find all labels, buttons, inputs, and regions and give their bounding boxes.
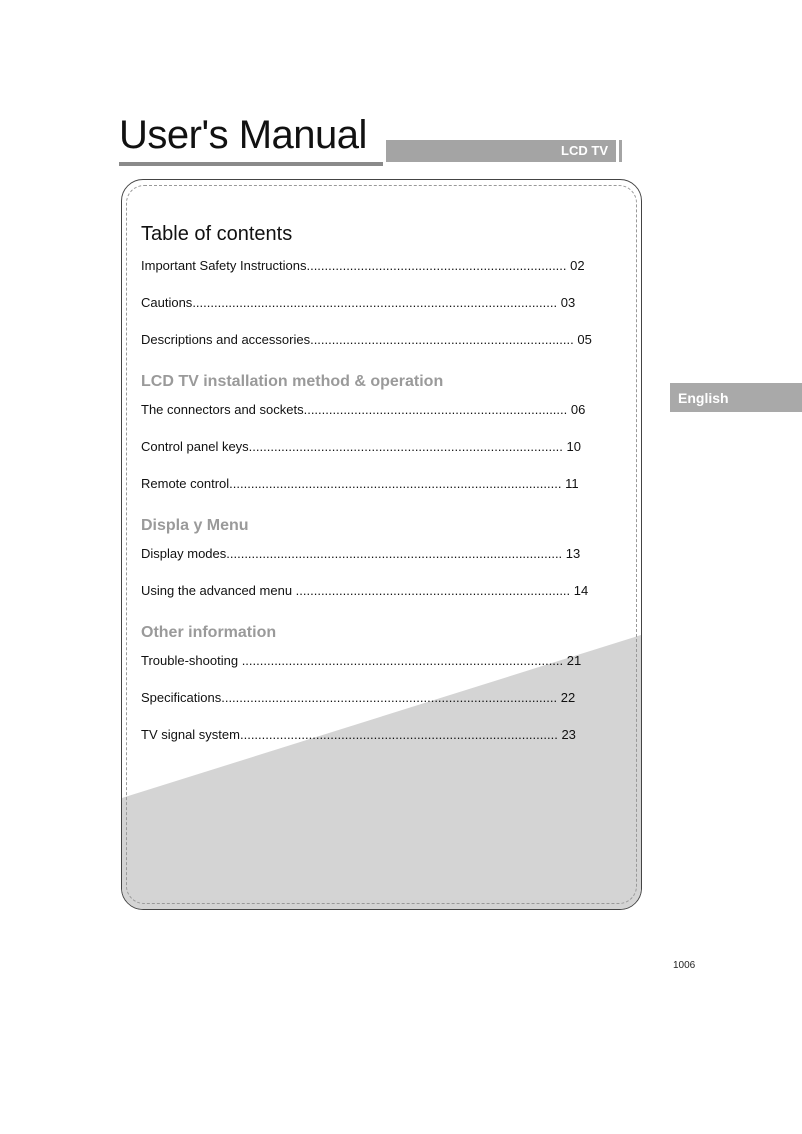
page-title: User's Manual bbox=[119, 113, 367, 157]
toc-entry-leader: ............................................................................................ bbox=[229, 476, 562, 491]
document-code: 1006 bbox=[673, 960, 696, 971]
toc-entry-label: Important Safety Instructions bbox=[141, 258, 307, 273]
section-heading-installation: LCD TV installation method & operation bbox=[141, 373, 444, 390]
toc-entry-leader: ......................................................................... bbox=[303, 402, 568, 417]
language-tab bbox=[670, 383, 802, 412]
toc-entry-leader: ......................................................................................... bbox=[238, 653, 564, 668]
toc-entry-display-modes bbox=[141, 546, 611, 562]
toc-entry-page: 06 bbox=[570, 402, 586, 417]
toc-entry-cautions bbox=[141, 295, 611, 311]
toc-installation-group bbox=[141, 402, 611, 492]
product-bar bbox=[386, 140, 619, 162]
toc-entry-advanced-menu bbox=[141, 583, 611, 599]
toc-entry-tv-signal bbox=[141, 727, 611, 743]
toc-other-group bbox=[141, 653, 611, 743]
toc-entry-leader: ............................................................................ bbox=[292, 583, 571, 598]
toc-entry-label: Trouble-shooting bbox=[141, 653, 239, 668]
toc-entry-label: The connectors and sockets bbox=[141, 402, 304, 417]
toc-entry-leader: ........................................................................ bbox=[306, 258, 567, 273]
toc-entry-label: Using the advanced menu bbox=[141, 583, 293, 598]
toc-entry-page: 22 bbox=[560, 690, 576, 705]
toc-entry-label: Display modes bbox=[141, 546, 227, 561]
toc-content bbox=[141, 222, 611, 743]
toc-display-group bbox=[141, 546, 611, 599]
toc-entry-leader: ..................................................................................................... bbox=[192, 295, 558, 310]
toc-entry-page: 10 bbox=[566, 439, 581, 454]
toc-panel bbox=[121, 179, 642, 910]
toc-entry-control-panel bbox=[141, 439, 611, 455]
toc-general-group bbox=[141, 258, 611, 348]
toc-entry-leader: ......................................................................... bbox=[310, 332, 574, 347]
toc-entry-label: Descriptions and accessories bbox=[141, 332, 311, 347]
toc-entry-leader: ............................................................................................. bbox=[221, 690, 558, 705]
toc-entry-page: 03 bbox=[560, 295, 576, 310]
toc-entry-remote bbox=[141, 476, 611, 492]
toc-entry-label: Control panel keys bbox=[141, 439, 249, 454]
toc-entry-page: 11 bbox=[565, 476, 579, 491]
toc-entry-label: Cautions bbox=[141, 295, 193, 310]
toc-entry-page: 05 bbox=[577, 332, 592, 347]
toc-entry-label: Specifications bbox=[141, 690, 222, 705]
section-heading-display-menu: Displa y Menu bbox=[141, 517, 249, 534]
toc-entry-leader: ....................................................................................... bbox=[248, 439, 563, 454]
toc-entry-trouble-shooting bbox=[141, 653, 611, 669]
toc-entry-safety bbox=[141, 258, 611, 274]
section-heading-other-info: Other information bbox=[141, 624, 277, 641]
toc-entry-page: 14 bbox=[573, 583, 589, 598]
toc-entry-leader: ........................................................................................ bbox=[239, 727, 558, 742]
title-block bbox=[119, 112, 383, 166]
toc-entry-page: 02 bbox=[570, 258, 585, 273]
toc-heading: Table of contents bbox=[141, 223, 293, 245]
language-label: English bbox=[678, 390, 729, 406]
toc-entry-descriptions bbox=[141, 332, 611, 348]
toc-entry-label: TV signal system bbox=[141, 727, 240, 742]
toc-entry-page: 23 bbox=[561, 727, 576, 742]
toc-entry-connectors bbox=[141, 402, 611, 418]
product-label: LCD TV bbox=[561, 143, 608, 158]
toc-entry-specifications bbox=[141, 690, 611, 706]
toc-entry-page: 13 bbox=[565, 546, 581, 561]
toc-entry-page: 21 bbox=[566, 653, 582, 668]
toc-entry-leader: ............................................................................................. bbox=[226, 546, 563, 561]
toc-entry-label: Remote control bbox=[141, 476, 230, 491]
